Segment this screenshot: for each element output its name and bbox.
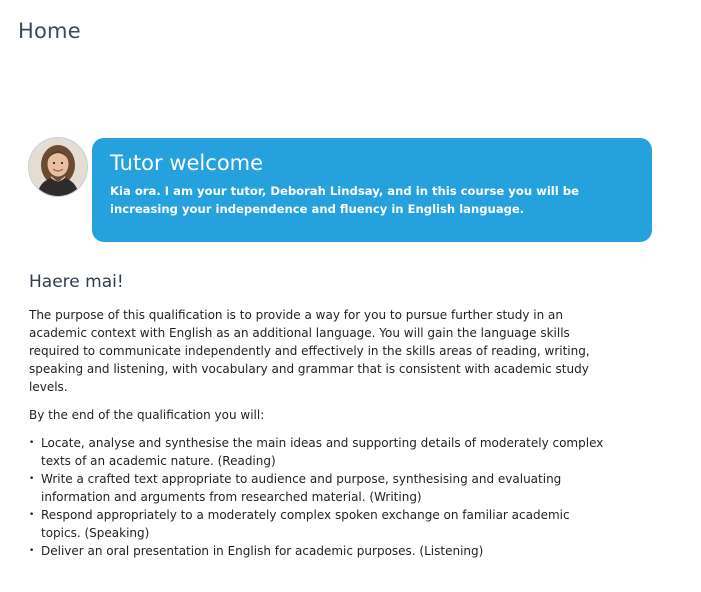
outcome-text: Respond appropriately to a moderately complex spoken exchange on familiar academic topics. (Speaking): [41, 508, 570, 540]
welcome-title: Tutor welcome: [110, 151, 264, 175]
outcomes-list: [29, 434, 609, 560]
section-heading: Haere mai!: [29, 272, 124, 292]
bullet-icon: •: [29, 546, 35, 556]
outcome-text: Locate, analyse and synthesise the main ideas and supporting details of moderately complex texts of an academic nature. (Reading): [41, 436, 604, 468]
welcome-message: Kia ora. I am your tutor, Deborah Lindsay, and in this course you will be increasing your independence and fluency in English language.: [110, 184, 579, 216]
outcomes-lead: By the end of the qualification you will:: [29, 408, 265, 422]
bullet-icon: •: [29, 510, 35, 520]
intro-paragraph: The purpose of this qualification is to provide a way for you to pursue further study in an academic context with English as an additional language. You will gain the language skills required to communicate independently and effectively in the skills areas of reading, writing, speaking and listening, with vocabulary and grammar that is consistent with academic study levels.: [29, 308, 590, 394]
list-item: [29, 470, 609, 506]
tutor-avatar: [28, 137, 88, 197]
list-item: [29, 434, 609, 470]
outcome-text: Write a crafted text appropriate to audience and purpose, synthesising and evaluating information and arguments from researched material. (Writing): [41, 472, 562, 504]
bullet-icon: •: [29, 438, 35, 448]
welcome-message-bubble: [92, 138, 652, 242]
tutor-welcome-block: [28, 137, 652, 242]
page-title: Home: [18, 19, 81, 43]
bullet-icon: •: [29, 474, 35, 484]
outcome-text: Deliver an oral presentation in English for academic purposes. (Listening): [41, 544, 484, 558]
course-description: [29, 271, 609, 560]
list-item: [29, 542, 609, 560]
list-item: [29, 506, 609, 542]
tutor-avatar-photo: [29, 138, 87, 196]
